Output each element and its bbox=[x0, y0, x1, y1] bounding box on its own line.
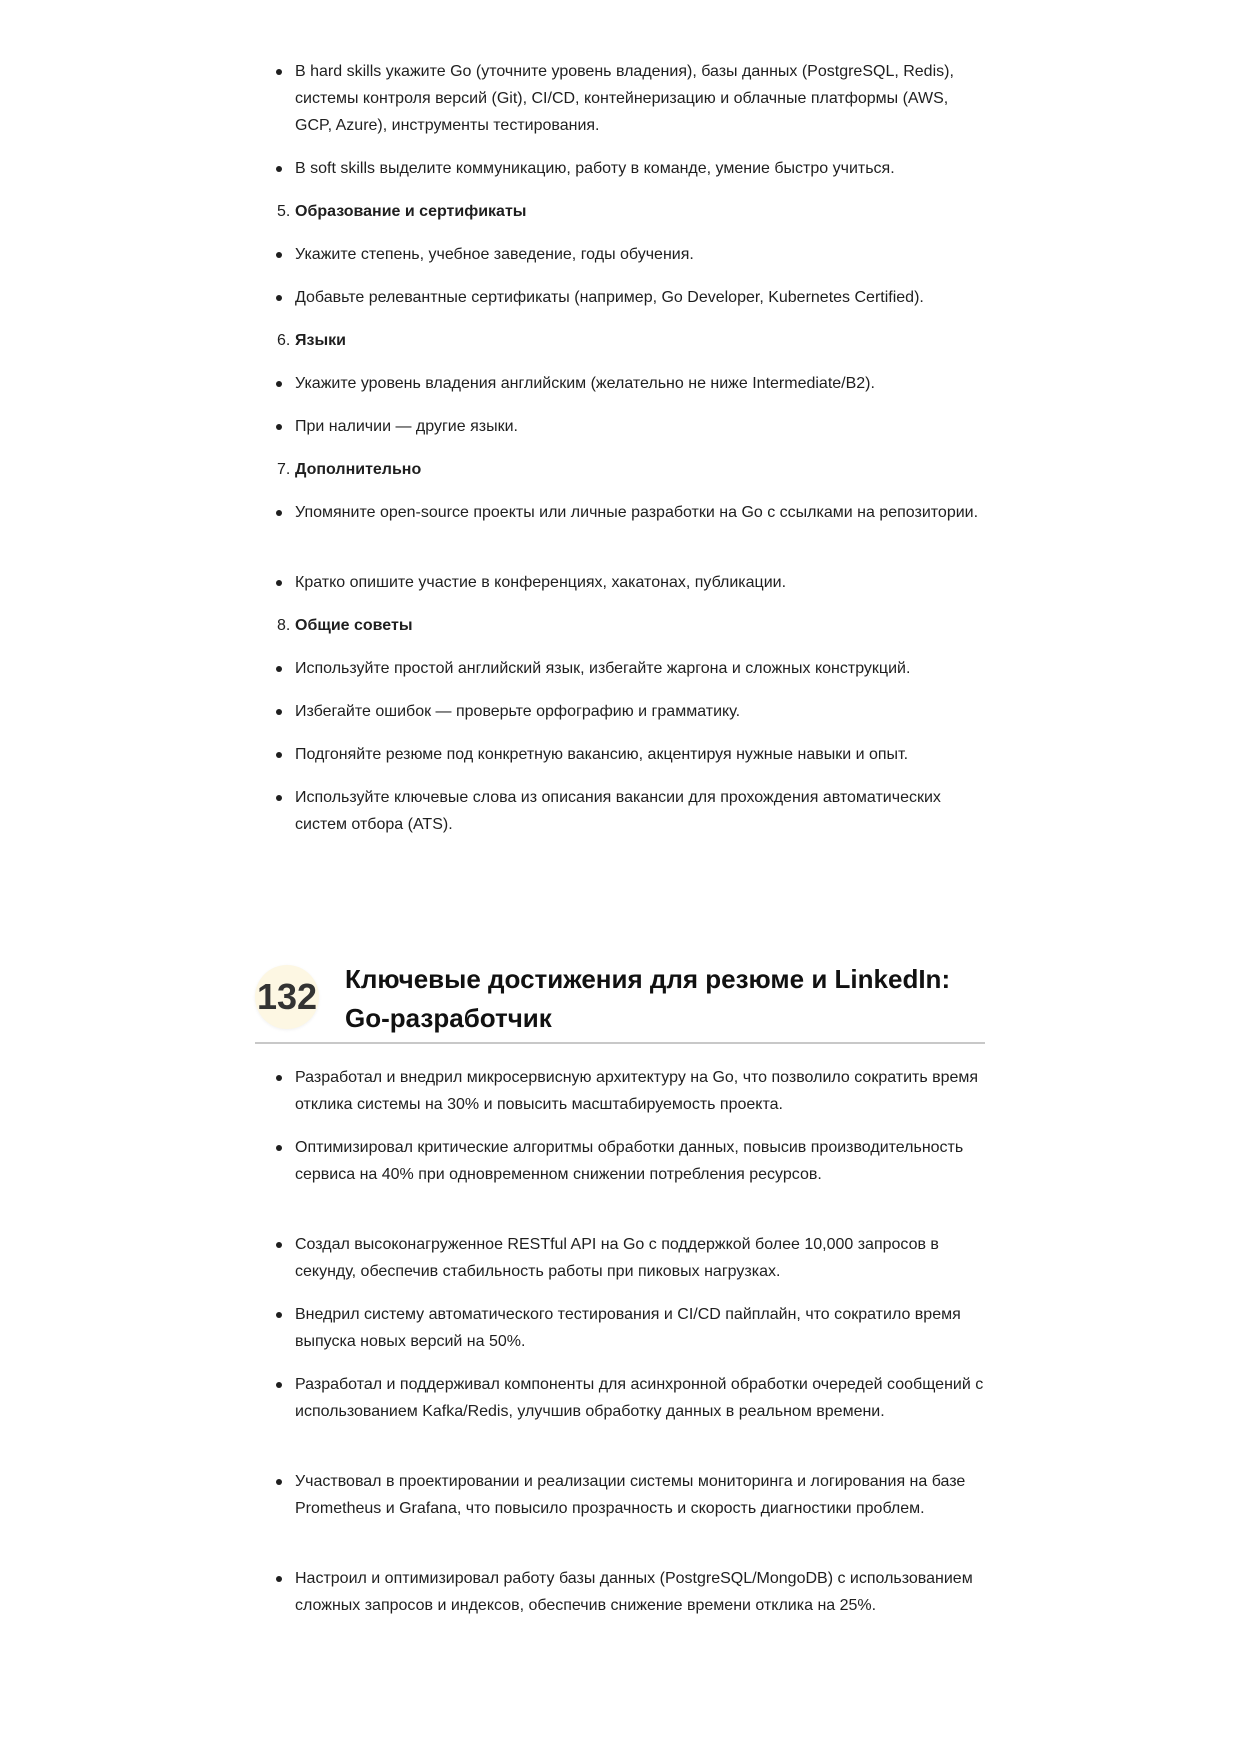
section-header bbox=[255, 960, 985, 1043]
bullet-icon bbox=[276, 166, 282, 172]
list-item: В hard skills укажите Go (уточните уровень владения), базы данных (PostgreSQL, Redis), системы контроля версий (Git), CI/CD, контейнеризацию и облачные платформы (AWS, GCP, Azure), инструменты тестирования. bbox=[255, 58, 985, 139]
section-title: Ключевые достижения для резюме и LinkedIn: Go-разработчик bbox=[345, 964, 951, 1033]
bullet-icon bbox=[276, 795, 282, 801]
list-item: Избегайте ошибок — проверьте орфографию и грамматику. bbox=[255, 698, 985, 725]
list-item: При наличии — другие языки. bbox=[255, 413, 985, 440]
bullet-icon bbox=[276, 1382, 282, 1388]
list-item: В soft skills выделите коммуникацию, работу в команде, умение быстро учиться. bbox=[255, 155, 985, 182]
list-item: Разработал и поддерживал компоненты для асинхронной обработки очередей сообщений с использованием Kafka/Redis, улучшив обработку данных в реальном времени. bbox=[255, 1371, 985, 1452]
numbered-heading: 6. Языки bbox=[277, 332, 346, 349]
numbered-heading: 7. Дополнительно bbox=[277, 461, 422, 478]
bullet-icon bbox=[276, 1075, 282, 1081]
bullet-icon bbox=[276, 1145, 282, 1151]
bullet-icon bbox=[276, 295, 282, 301]
bullet-icon bbox=[276, 752, 282, 758]
list-item: Используйте ключевые слова из описания вакансии для прохождения автоматических систем отбора (ATS). bbox=[255, 784, 985, 838]
bullet-icon bbox=[276, 580, 282, 586]
numbered-heading: 5. Образование и сертификаты bbox=[277, 203, 527, 220]
bullet-icon bbox=[276, 1312, 282, 1318]
bullet-icon bbox=[276, 381, 282, 387]
section-number-badge: 132 bbox=[255, 965, 319, 1029]
list-item: Внедрил систему автоматического тестирования и CI/CD пайплайн, что сократило время выпуска новых версий на 50%. bbox=[255, 1301, 985, 1355]
list-item: Подгоняйте резюме под конкретную вакансию, акцентируя нужные навыки и опыт. bbox=[255, 741, 985, 768]
list-item: Укажите степень, учебное заведение, годы обучения. bbox=[255, 241, 985, 268]
bullet-icon bbox=[276, 510, 282, 516]
list-item: Используйте простой английский язык, избегайте жаргона и сложных конструкций. bbox=[255, 655, 985, 682]
list-item: Создал высоконагруженное RESTful API на Go с поддержкой более 10,000 запросов в секунду, обеспечив стабильность работы при пиковых нагрузках. bbox=[255, 1231, 985, 1285]
list-item: Настроил и оптимизировал работу базы данных (PostgreSQL/MongoDB) с использованием сложных запросов и индексов, обеспечив снижение времени отклика на 25%. bbox=[255, 1565, 985, 1646]
bullet-icon bbox=[276, 1576, 282, 1582]
list-item: Упомяните open-source проекты или личные разработки на Go с ссылками на репозитории. bbox=[255, 499, 985, 553]
bullet-icon bbox=[276, 1242, 282, 1248]
list-item: Укажите уровень владения английским (желательно не ниже Intermediate/B2). bbox=[255, 370, 985, 397]
bullet-icon bbox=[276, 1479, 282, 1485]
bullet-icon bbox=[276, 666, 282, 672]
bullet-icon bbox=[276, 69, 282, 75]
bullet-icon bbox=[276, 424, 282, 430]
numbered-heading: 8. Общие советы bbox=[277, 617, 413, 634]
list-item: Кратко опишите участие в конференциях, хакатонах, публикации. bbox=[255, 569, 985, 596]
bullet-icon bbox=[276, 252, 282, 258]
list-item: Участвовал в проектировании и реализации системы мониторинга и логирования на базе Prometheus и Grafana, что повысило прозрачность и скорость диагностики проблем. bbox=[255, 1468, 985, 1549]
list-item: Оптимизировал критические алгоритмы обработки данных, повысив производительность сервиса на 40% при одновременном снижении потребления ресурсов. bbox=[255, 1134, 985, 1215]
section-divider bbox=[255, 1042, 985, 1044]
bullet-icon bbox=[276, 709, 282, 715]
list-item: Добавьте релевантные сертификаты (например, Go Developer, Kubernetes Certified). bbox=[255, 284, 985, 311]
list-item: Разработал и внедрил микросервисную архитектуру на Go, что позволило сократить время отклика системы на 30% и повысить масштабируемость проекта. bbox=[255, 1064, 985, 1118]
